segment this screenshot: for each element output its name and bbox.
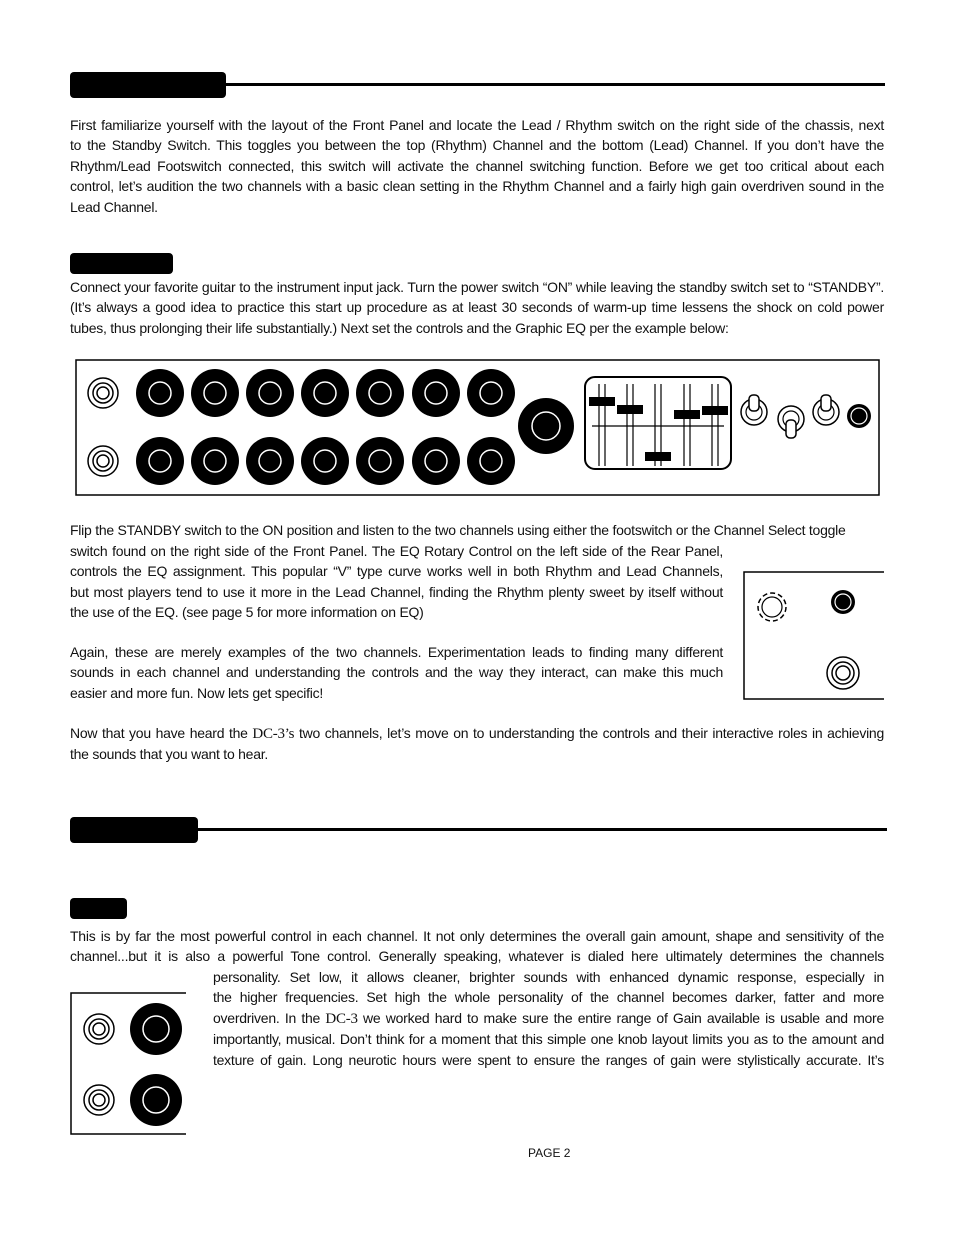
text-line: switch found on the right side of the Front Panel. The EQ Rotary Control on the left side of the Rear Panel, bbox=[70, 543, 723, 559]
text-run: Now that you have heard the bbox=[70, 725, 253, 741]
text-line: sounds in each channel and understanding the controls and the way they interact, can make this much bbox=[70, 664, 723, 681]
page-number: PAGE 2 bbox=[528, 1146, 571, 1160]
text-line: controls the EQ assignment. This popular “V” type curve works well in both Rhythm and Lead Channels, bbox=[70, 563, 723, 580]
gain-knob-rhythm bbox=[130, 1003, 182, 1055]
text-line: Connect your favorite guitar to the instrument input jack. Turn the power switch “ON” while leaving the standby switch set to “STANDBY”. bbox=[70, 279, 884, 295]
text-line: channel...but it is also a powerful Tone control. Generally speaking, whatever is dialed here ultimately determines the channels bbox=[70, 948, 884, 965]
text-line: tubes, thus prolonging their life substantially.) Next set the controls and the Graphic EQ per the example below: bbox=[70, 319, 729, 336]
input-jack-top bbox=[84, 1014, 114, 1044]
gain-knob-lead bbox=[130, 1074, 182, 1126]
text-line: This is by far the most powerful control in each channel. It not only determines the overall gain amount, shape and sensitivity of the bbox=[70, 928, 884, 944]
text-run: overdriven. In the bbox=[213, 1009, 326, 1026]
input-jack-bottom bbox=[84, 1085, 114, 1115]
text-line: (It’s always a good idea to practice this start up procedure as at least 30 seconds of warm-up time lessens the shock on cold power bbox=[70, 299, 884, 316]
text-line: Flip the STANDBY switch to the ON position and listen to the two channels using either the footswitch or the Channel Select toggle bbox=[70, 522, 846, 538]
text-run: two channels, let’s move on to understanding the controls and their interactive roles in achieving bbox=[294, 725, 884, 741]
text-line: importantly, musical. Don’t think for a moment that this simple one knob layout limits you as to the amount and bbox=[213, 1031, 884, 1048]
text-line: First familiarize yourself with the layout of the Front Panel and locate the Lead / Rhythm switch on the right side of the chassis, next bbox=[70, 117, 884, 133]
text-run: we worked hard to make sure the entire range of Gain available is usable and more bbox=[357, 1009, 884, 1026]
text-line: texture of gain. Long neurotic hours were spent to ensure the ranges of gain were stylistically accurate. It’s bbox=[213, 1051, 884, 1068]
text-line: control, let’s audition the two channels with a basic clean setting in the Rhythm Channel and a fairly high gain overdriven sound in the bbox=[70, 178, 884, 195]
model-name: DC-3’s bbox=[252, 726, 295, 742]
text-line: the sounds that you want to hear. bbox=[70, 746, 269, 763]
text-line: Again, these are merely examples of the two channels. Experimentation leads to finding many different bbox=[70, 644, 723, 660]
text-line: easier and more fun. Now lets get specific! bbox=[70, 684, 324, 701]
text-line: Rhythm/Lead Footswitch connected, this switch will activate the channel switching function. Before we get too critical about each bbox=[70, 157, 884, 174]
text-line: Lead Channel. bbox=[70, 198, 158, 215]
text-line: but most players tend to use it more in the Lead Channel, finding the Rhythm plenty sweet by itself without bbox=[70, 583, 723, 600]
text-line: to the Standby Switch. This toggles you between the top (Rhythm) Channel and the bottom (Lead) Channel. If you don’t have the bbox=[70, 137, 884, 154]
text-line: the use of the EQ. (see page 5 for more information on EQ) bbox=[70, 604, 424, 621]
model-name: DC-3 bbox=[325, 1010, 358, 1027]
text-line: personality. Set low, it allows cleaner, brighter sounds with enhanced dynamic response, especially in bbox=[213, 969, 884, 985]
text-line: the higher frequencies. Set high the whole personality of the channel becomes darker, fatter and more bbox=[213, 989, 884, 1006]
